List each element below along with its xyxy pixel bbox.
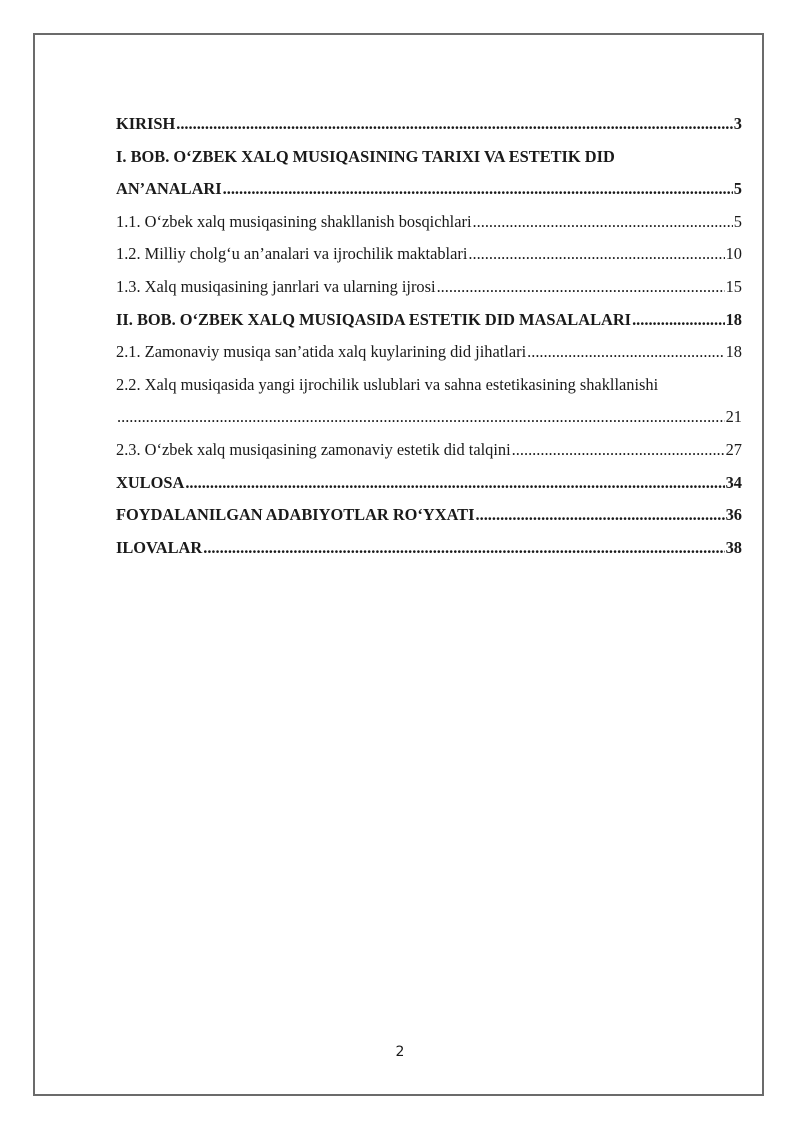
toc-entry-page: 36: [725, 505, 742, 525]
dot-leader: [437, 271, 725, 304]
toc-entry-title: II. BOB. O‘ZBEK XALQ MUSIQASIDA ESTETIK DID MASALALARI: [116, 309, 632, 329]
dot-leader: [185, 467, 724, 500]
dot-leader: [476, 499, 725, 532]
toc-entry-title: XULOSA: [116, 472, 185, 492]
dot-leader: [632, 304, 725, 337]
dot-leader: [473, 206, 733, 239]
toc-entry-chapter-2[interactable]: [116, 304, 742, 337]
toc-entry-page: 3: [733, 114, 742, 133]
toc-entry-title: KIRISH: [116, 114, 176, 133]
dot-leader: [117, 401, 725, 434]
toc-entry-page: 10: [725, 244, 742, 264]
page-number: 2: [395, 1044, 405, 1060]
toc-entry-2-2[interactable]: [116, 401, 742, 434]
toc-entry-title: 1.3. Xalq musiqasining janrlari va ularning ijrosi: [116, 276, 436, 296]
toc-entry-title: FOYDALANILGAN ADABIYOTLAR RO‘YXATI: [116, 505, 475, 525]
toc-entry-page: 5: [733, 211, 742, 231]
toc-entry-title: 2.2. Xalq musiqasida yangi ijrochilik uslublari va sahna estetikasining shakllanishi: [116, 374, 659, 394]
toc-entry-2-2-line1[interactable]: [116, 369, 742, 402]
toc-entry-kirish[interactable]: [116, 108, 742, 141]
toc-entry-page: 18: [725, 309, 742, 329]
toc-entry-page: 21: [725, 407, 742, 427]
toc-entry-title: 1.2. Milliy cholg‘u an’analari va ijrochilik maktablari: [116, 244, 468, 264]
toc-entry-title: AN’ANALARI: [116, 179, 222, 199]
toc-entry-title: 2.1. Zamonaviy musiqa san’atida xalq kuylarining did jihatlari: [116, 342, 527, 362]
dot-leader: [203, 532, 724, 565]
table-of-contents: [116, 108, 742, 564]
toc-entry-page: 15: [725, 276, 742, 296]
toc-entry-chapter-1[interactable]: [116, 173, 742, 206]
toc-entry-1-1[interactable]: [116, 206, 742, 239]
toc-entry-1-2[interactable]: [116, 238, 742, 271]
toc-entry-page: 38: [725, 537, 742, 557]
dot-leader: [527, 336, 724, 369]
toc-entry-title: I. BOB. O‘ZBEK XALQ MUSIQASINING TARIXI VA ESTETIK DID: [116, 146, 615, 166]
dot-leader: [512, 434, 725, 467]
dot-leader: [176, 108, 733, 141]
toc-entry-bibliography[interactable]: [116, 499, 742, 532]
dot-leader: [223, 173, 733, 206]
toc-entry-title: 2.3. O‘zbek xalq musiqasining zamonaviy estetik did talqini: [116, 439, 511, 459]
toc-entry-1-3[interactable]: [116, 271, 742, 304]
toc-entry-chapter-1-line1[interactable]: [116, 141, 742, 174]
toc-entry-2-3[interactable]: [116, 434, 742, 467]
toc-entry-title: 1.1. O‘zbek xalq musiqasining shakllanish bosqichlari: [116, 211, 472, 231]
toc-entry-appendices[interactable]: [116, 532, 742, 565]
toc-entry-title: ILOVALAR: [116, 537, 203, 557]
toc-entry-page: 5: [733, 179, 742, 199]
toc-entry-2-1[interactable]: [116, 336, 742, 369]
toc-entry-page: 18: [725, 342, 742, 362]
toc-entry-page: 34: [725, 472, 742, 492]
toc-entry-xulosa[interactable]: [116, 467, 742, 500]
toc-entry-page: 27: [725, 439, 742, 459]
dot-leader: [468, 238, 724, 271]
